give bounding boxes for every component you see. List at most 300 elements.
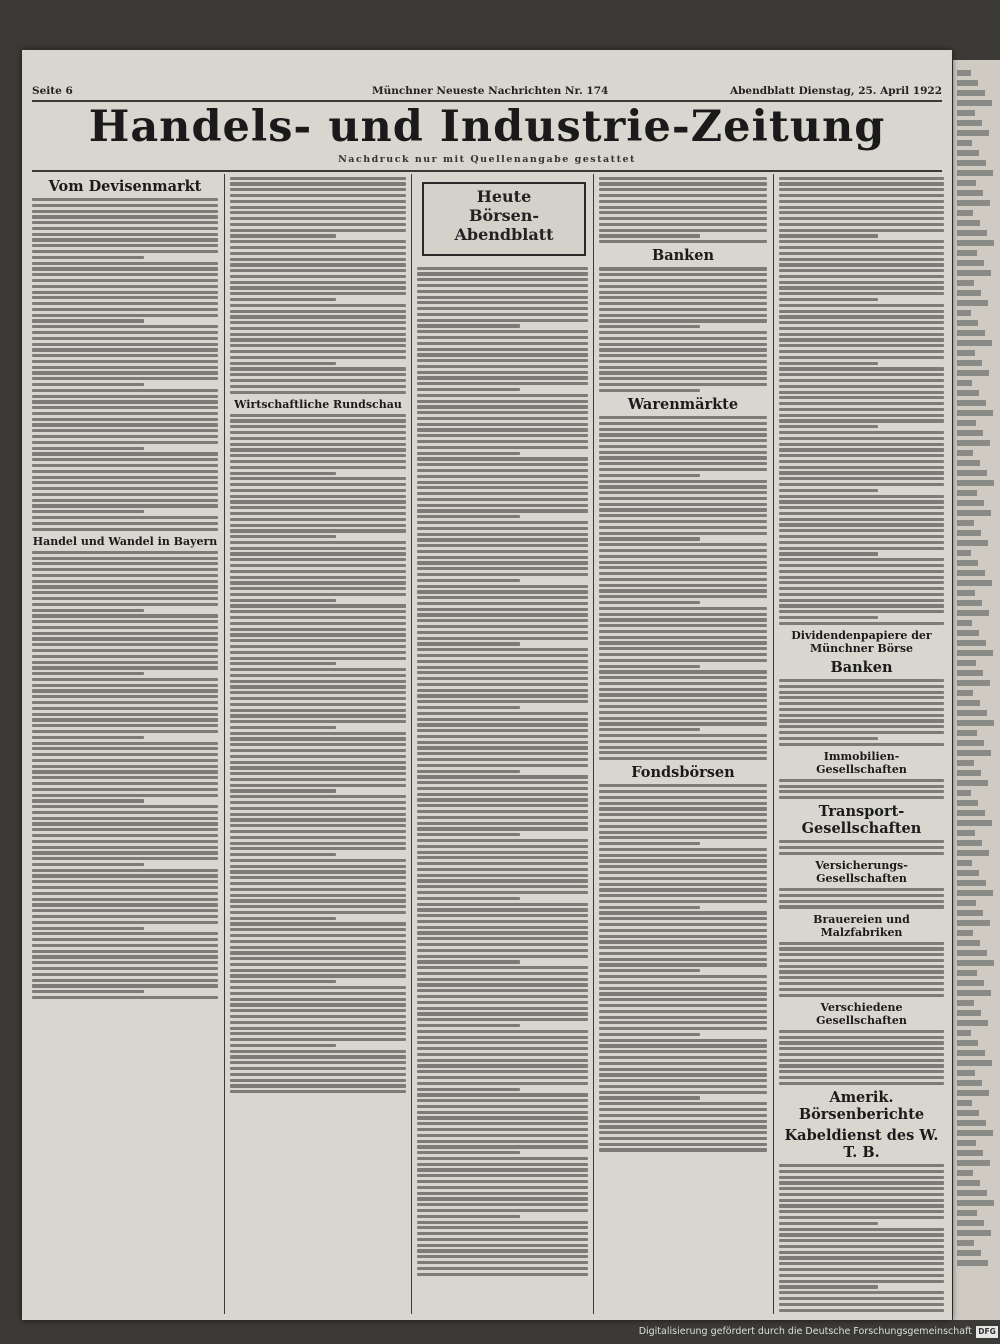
text-line [230, 998, 406, 1001]
text-line [599, 746, 767, 749]
text-line [417, 1273, 588, 1276]
adjacent-text-line [957, 360, 982, 366]
text-line [417, 851, 588, 854]
text-line [230, 743, 406, 746]
text-line [230, 784, 406, 787]
text-line [779, 564, 944, 567]
text-line [417, 1197, 588, 1200]
text-line [32, 319, 144, 322]
newspaper-name: Münchner Neueste Nachrichten Nr. 174 [372, 85, 609, 97]
text-line [32, 637, 218, 640]
text-line [599, 291, 767, 294]
text-line [230, 466, 406, 469]
text-line [599, 1137, 767, 1140]
text-line [417, 787, 588, 790]
text-line [779, 894, 944, 897]
section-heading: Verschiedene Gesellschaften [816, 1000, 907, 1027]
text-line [779, 1233, 944, 1236]
text-line [230, 703, 406, 706]
text-line [230, 680, 406, 683]
text-line [32, 343, 218, 346]
adjacent-text-line [957, 510, 991, 516]
text-line [32, 585, 218, 588]
text-line [230, 188, 406, 191]
text-line [230, 980, 336, 983]
text-line [230, 697, 406, 700]
text-line [230, 928, 406, 931]
adjacent-text-line [957, 830, 975, 836]
text-line [230, 726, 336, 729]
text-line [32, 695, 218, 698]
adjacent-text-line [957, 600, 982, 606]
text-line [599, 825, 767, 828]
text-line [230, 807, 406, 810]
text-line [230, 552, 406, 555]
text-line [599, 308, 767, 311]
text-line [230, 344, 406, 347]
text-line [417, 307, 588, 310]
text-line [599, 1131, 767, 1134]
adjacent-text-line [957, 110, 975, 116]
adjacent-page-edge [953, 60, 1000, 1320]
text-line [779, 1245, 944, 1248]
text-line [779, 994, 944, 997]
text-line [230, 888, 406, 891]
text-line [599, 474, 700, 477]
adjacent-text-line [957, 310, 971, 316]
adjacent-text-line [957, 570, 985, 576]
text-line [599, 537, 700, 540]
text-line [32, 337, 218, 340]
text-line [417, 434, 588, 437]
text-line [230, 246, 406, 249]
text-line [417, 1064, 588, 1067]
adjacent-text-line [957, 970, 977, 976]
text-line [32, 620, 218, 623]
text-line [779, 379, 944, 382]
text-line [779, 350, 944, 353]
adjacent-text-line [957, 230, 987, 236]
text-line [779, 593, 944, 596]
text-line [779, 976, 944, 979]
text-line [230, 518, 406, 521]
adjacent-text-line [957, 550, 971, 556]
text-line [32, 753, 218, 756]
text-line [599, 940, 767, 943]
text-line [417, 868, 588, 871]
text-line [599, 1120, 767, 1123]
text-line [779, 905, 944, 908]
text-line [599, 1033, 700, 1036]
text-line [417, 544, 588, 547]
text-line [599, 508, 767, 511]
adjacent-text-line [957, 910, 983, 916]
text-line [779, 1285, 878, 1288]
text-line [779, 1303, 944, 1306]
text-line [599, 555, 767, 558]
text-line [779, 188, 944, 191]
text-line [32, 932, 218, 935]
text-line [230, 951, 406, 954]
text-line [599, 360, 767, 363]
text-line [417, 394, 588, 397]
text-line [599, 416, 767, 419]
text-line [599, 1062, 767, 1065]
text-line [599, 935, 767, 938]
text-line [32, 689, 218, 692]
text-line [32, 892, 218, 895]
text-line [599, 1050, 767, 1053]
text-line [32, 938, 218, 941]
text-line [417, 931, 588, 934]
text-line [417, 1122, 588, 1125]
text-line [779, 367, 944, 370]
adjacent-text-line [957, 170, 993, 176]
text-line [417, 677, 588, 680]
text-line [779, 796, 944, 799]
text-line [230, 1038, 406, 1041]
adjacent-text-line [957, 1040, 978, 1046]
text-line [417, 856, 588, 859]
adjacent-text-line [957, 410, 993, 416]
text-line [417, 1030, 588, 1033]
text-line [32, 822, 218, 825]
adjacent-text-line [957, 680, 990, 686]
text-line [599, 267, 767, 270]
adjacent-text-line [957, 470, 987, 476]
text-line [599, 1027, 767, 1030]
text-line [32, 233, 218, 236]
text-line [230, 269, 406, 272]
text-line [779, 1070, 944, 1073]
text-line [599, 705, 767, 708]
text-line [230, 391, 406, 394]
text-line [779, 622, 944, 625]
text-line [230, 940, 406, 943]
text-line [230, 876, 406, 879]
text-line [32, 238, 218, 241]
text-line [779, 1228, 944, 1231]
text-line [32, 828, 218, 831]
text-line [417, 1116, 588, 1119]
section-heading: Banken [830, 658, 893, 676]
text-line [599, 992, 767, 995]
adjacent-text-line [957, 1110, 979, 1116]
adjacent-text-line [957, 1130, 993, 1136]
text-line [417, 752, 588, 755]
text-line [32, 400, 218, 403]
newspaper-page [22, 50, 952, 1320]
text-line [779, 846, 944, 849]
adjacent-text-line [957, 420, 976, 426]
text-line [779, 281, 944, 284]
section-heading: Dividendenpapiere der Münchner Börse [791, 628, 932, 655]
text-line [779, 211, 944, 214]
text-line [599, 693, 767, 696]
text-line [599, 688, 767, 691]
text-line [599, 1004, 767, 1007]
text-line [32, 296, 218, 299]
text-line [230, 223, 406, 226]
text-line [32, 562, 218, 565]
section-heading: Kabeldienst des W. T. B. [784, 1126, 939, 1161]
text-line [779, 206, 944, 209]
text-line [779, 558, 944, 561]
text-line [417, 1244, 588, 1247]
text-line [779, 223, 944, 226]
text-line [417, 960, 520, 963]
text-line [417, 1151, 520, 1154]
text-line [417, 683, 588, 686]
text-line [599, 468, 767, 471]
text-line [599, 337, 767, 340]
text-line [779, 888, 944, 891]
digitization-footer [600, 1322, 1000, 1344]
text-line [599, 422, 767, 425]
adjacent-text-line [957, 1100, 972, 1106]
adjacent-text-line [957, 880, 986, 886]
text-line [779, 570, 944, 573]
text-line [779, 1076, 944, 1079]
text-line [417, 666, 588, 669]
text-line [32, 984, 218, 987]
text-line [417, 550, 588, 553]
text-line [779, 581, 944, 584]
text-line [230, 558, 406, 561]
text-line [32, 221, 218, 224]
adjacent-text-line [957, 1030, 971, 1036]
adjacent-text-line [957, 920, 990, 926]
adjacent-text-line [957, 980, 984, 986]
text-line [32, 244, 218, 247]
text-line [230, 778, 406, 781]
text-line [417, 417, 588, 420]
text-line [599, 314, 767, 317]
text-line [599, 211, 767, 214]
text-line [417, 319, 588, 322]
text-line [779, 1082, 944, 1085]
text-line [230, 547, 406, 550]
text-line [230, 818, 406, 821]
text-line [599, 589, 767, 592]
adjacent-text-line [957, 1020, 988, 1026]
text-line [779, 1251, 944, 1254]
text-line [599, 532, 767, 535]
text-line [599, 670, 767, 673]
text-line [599, 371, 767, 374]
adjacent-text-line [957, 990, 991, 996]
text-line [417, 648, 588, 651]
text-line [779, 552, 878, 555]
text-line [599, 987, 767, 990]
text-line [417, 1180, 588, 1183]
column-divider [224, 174, 225, 1314]
text-line [417, 440, 588, 443]
text-line [779, 1262, 944, 1265]
adjacent-text-line [957, 1150, 983, 1156]
text-line [599, 1114, 767, 1117]
text-line [32, 643, 218, 646]
text-line [599, 923, 767, 926]
text-line [779, 743, 944, 746]
text-line [230, 419, 406, 422]
text-line [417, 897, 520, 900]
text-line [32, 678, 218, 681]
text-line [599, 911, 767, 914]
text-line [230, 200, 406, 203]
text-line [417, 1140, 588, 1143]
text-line [417, 509, 588, 512]
text-line [417, 267, 588, 270]
text-line [32, 412, 218, 415]
text-line [779, 1274, 944, 1277]
text-line [599, 865, 767, 868]
text-line [599, 485, 767, 488]
text-line [779, 385, 944, 388]
adjacent-text-line [957, 500, 984, 506]
text-line [32, 724, 218, 727]
text-line [230, 992, 406, 995]
adjacent-text-line [957, 640, 986, 646]
text-line [230, 483, 406, 486]
text-line [779, 419, 944, 422]
text-line [779, 790, 944, 793]
adjacent-text-line [957, 950, 987, 956]
text-line [32, 805, 218, 808]
text-line [599, 543, 767, 546]
text-line [417, 457, 588, 460]
text-line [779, 679, 944, 682]
text-line [599, 439, 767, 442]
text-line [32, 279, 218, 282]
text-line [417, 758, 588, 761]
text-line [230, 911, 406, 914]
text-line [417, 833, 520, 836]
text-line [417, 527, 588, 530]
text-line [779, 1164, 944, 1167]
text-line [599, 906, 700, 909]
text-line [599, 917, 767, 920]
adjacent-text-line [957, 540, 988, 546]
text-line [417, 1024, 520, 1027]
text-line [230, 986, 406, 989]
text-line [417, 290, 588, 293]
adjacent-text-line [957, 300, 988, 306]
text-line [230, 1032, 406, 1035]
text-line [32, 846, 218, 849]
text-line [417, 579, 520, 582]
text-line [230, 292, 406, 295]
text-line [417, 914, 588, 917]
text-line [599, 894, 767, 897]
text-line [417, 486, 588, 489]
text-line [779, 696, 944, 699]
text-line [417, 1099, 588, 1102]
text-line [599, 813, 767, 816]
text-line [417, 278, 588, 281]
adjacent-text-line [957, 560, 978, 566]
text-line [599, 717, 767, 720]
text-line [32, 811, 218, 814]
text-line [230, 570, 406, 573]
text-line [230, 813, 406, 816]
text-line [417, 1209, 588, 1212]
masthead-rule [32, 170, 942, 172]
text-line [417, 590, 588, 593]
text-line [599, 848, 767, 851]
text-line [599, 1091, 767, 1094]
text-line [779, 1210, 944, 1213]
text-line [599, 784, 767, 787]
adjacent-text-line [957, 520, 974, 526]
text-line [417, 561, 588, 564]
text-line [779, 431, 944, 434]
text-line [779, 982, 944, 985]
text-line [230, 194, 406, 197]
text-line [230, 362, 336, 365]
text-line [230, 628, 406, 631]
text-line [417, 521, 588, 524]
text-line [417, 573, 588, 576]
text-line [417, 613, 588, 616]
text-line [417, 874, 588, 877]
text-line [32, 979, 218, 982]
text-line [230, 662, 336, 665]
adjacent-text-line [957, 1050, 985, 1056]
text-line [779, 448, 944, 451]
adjacent-text-line [957, 450, 973, 456]
text-line [230, 281, 406, 284]
text-line [417, 1232, 588, 1235]
text-line [230, 425, 406, 428]
text-line [779, 1216, 944, 1219]
adjacent-text-line [957, 1200, 994, 1206]
column-1 [32, 174, 218, 1314]
text-line [599, 572, 767, 575]
text-line [599, 584, 767, 587]
text-line [417, 469, 588, 472]
text-line [779, 246, 944, 249]
text-line [417, 793, 588, 796]
text-line [779, 953, 944, 956]
text-line [417, 336, 588, 339]
text-line [417, 660, 588, 663]
text-line [230, 234, 336, 237]
text-line [230, 899, 406, 902]
text-line [779, 310, 944, 313]
text-line [599, 842, 700, 845]
adjacent-text-line [957, 1070, 975, 1076]
text-line [230, 946, 406, 949]
text-line [599, 929, 767, 932]
text-line [230, 963, 406, 966]
adjacent-text-line [957, 220, 980, 226]
section-heading: Vom Devisenmarkt [48, 178, 202, 195]
text-line [32, 314, 218, 317]
text-line [779, 965, 944, 968]
adjacent-text-line [957, 1210, 977, 1216]
text-line [779, 737, 878, 740]
text-line [779, 1309, 944, 1312]
adjacent-text-line [957, 1190, 987, 1196]
text-line [599, 871, 767, 874]
text-line [417, 764, 588, 767]
text-line [32, 510, 144, 513]
text-line [32, 476, 218, 479]
text-line [230, 1090, 406, 1093]
page-number: Seite 6 [32, 85, 73, 97]
text-line [779, 414, 944, 417]
